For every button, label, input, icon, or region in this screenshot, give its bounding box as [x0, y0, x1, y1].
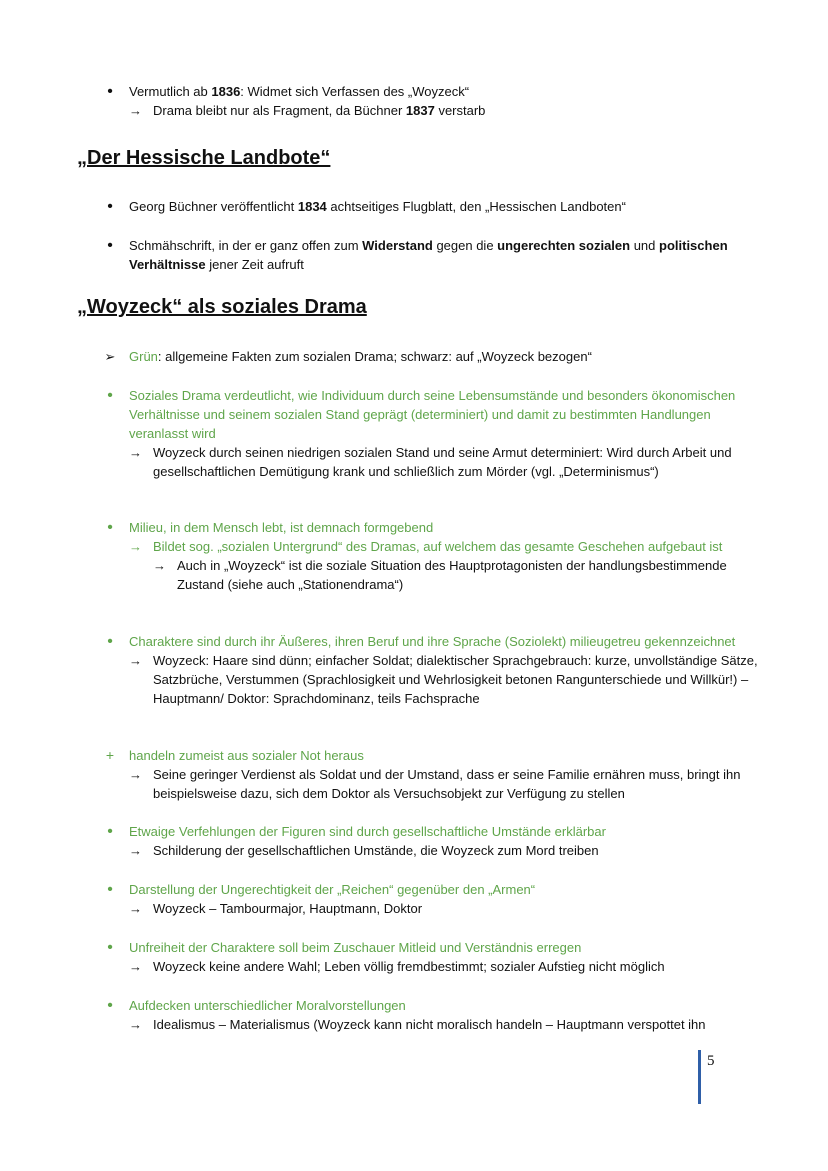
bullet-icon: •	[107, 881, 113, 898]
arrow-icon: →	[129, 103, 142, 118]
sub-item: → Woyzeck durch seinen niedrigen sozialen Stand und seine Armut determiniert: Wird durch Arbeit und gesellschaftlichen Demütigung krank und schließlich zum Mörder (vgl. „Determinismus“)	[129, 445, 732, 479]
list-item: • Charaktere sind durch ihr Äußeres, ihren Beruf und ihre Sprache (Soziolekt) milieugetreu gekennzeichnet → Woyzeck: Haare sind dünn; einfacher Soldat; dialektischer Sprachgebrauch: kurze, unvollständige Sätze, Satzbrüche, Verstummen (Sprachlosigkeit und Wehrlosigkeit betonen Rangunterschiede und Willkür!) – Hauptmann/ Doktor: Sprachdominanz, teils Fachsprache	[0, 632, 828, 708]
section-heading: „Woyzeck“ als soziales Drama	[77, 296, 367, 318]
page-number-bar	[698, 1050, 701, 1104]
bullet-icon: •	[107, 387, 113, 404]
section-heading: „Der Hessische Landbote“	[77, 147, 331, 169]
page-number: 5	[707, 1053, 715, 1069]
bullet-icon: •	[107, 939, 113, 956]
list-item: • Unfreiheit der Charaktere soll beim Zuschauer Mitleid und Verständnis erregen → Woyzeck keine andere Wahl; Leben völlig fremdbestimmt; sozialer Aufstieg nicht möglich	[0, 938, 828, 976]
landbote-item-1: • Georg Büchner veröffentlicht 1834 achtseitiges Flugblatt, den „Hessischen Landboten“	[0, 197, 828, 216]
arrow-marker-icon: ➢	[104, 349, 116, 364]
arrow-icon: →	[129, 445, 142, 460]
legend-line: ➢ Grün: allgemeine Fakten zum sozialen Drama; schwarz: auf „Woyzeck bezogen“	[104, 349, 592, 364]
sub-item: → Drama bleibt nur als Fragment, da Büchner 1837 verstarb	[129, 103, 486, 118]
arrow-icon: →	[129, 901, 142, 916]
sub-item: → Seine geringer Verdienst als Soldat und der Umstand, dass er seine Familie ernähren muss, bringt ihn beispielsweise dazu, sich dem Doktor als Versuchsobjekt zur Verfügung zu stellen	[129, 767, 741, 801]
bullet-icon: •	[107, 198, 113, 215]
list-item: • Milieu, in dem Mensch lebt, ist demnach formgebend → Bildet sog. „sozialen Untergrund“ des Dramas, auf welchem das gesamte Geschehen aufgebaut ist → Auch in „Woyzeck“ ist die soziale Situation des Hauptprotagonisten der handlungsbestimmende Zustand (siehe auch „Stationendrama“)	[0, 518, 828, 594]
arrow-icon: →	[153, 558, 166, 573]
list-item: • Aufdecken unterschiedlicher Moralvorstellungen → Idealismus – Materialismus (Woyzeck kann nicht moralisch handeln – Hauptmann verspottet ihn	[0, 996, 828, 1034]
sub-item: → Woyzeck: Haare sind dünn; einfacher Soldat; dialektischer Sprachgebrauch: kurze, unvollständige Sätze, Satzbrüche, Verstummen (Sprachlosigkeit und Wehrlosigkeit betonen Rangunterschiede und Willkür!) – Hauptmann/ Doktor: Sprachdominanz, teils Fachsprache	[129, 653, 758, 706]
intro-block	[0, 82, 828, 120]
arrow-icon: →	[129, 539, 142, 554]
bullet-icon: •	[107, 633, 113, 650]
list-item: • Darstellung der Ungerechtigkeit der „Reichen“ gegenüber den „Armen“ → Woyzeck – Tambourmajor, Hauptmann, Doktor	[0, 880, 828, 918]
sub-sub-item: → Auch in „Woyzeck“ ist die soziale Situation des Hauptprotagonisten der handlungsbestimmende Zustand (siehe auch „Stationendrama“)	[153, 558, 727, 592]
arrow-icon: →	[129, 767, 142, 782]
list-item: + handeln zumeist aus sozialer Not heraus → Seine geringer Verdienst als Soldat und der Umstand, dass er seine Familie ernähren muss, bringt ihn beispielsweise dazu, sich dem Doktor als Versuchsobjekt zur Verfügung zu stellen	[0, 746, 828, 803]
bullet-icon: •	[107, 997, 113, 1014]
landbote-item-2: • Schmähschrift, in der er ganz offen zum Widerstand gegen die ungerechten sozialen und politischen Verhältnisse jener Zeit aufruft	[0, 236, 828, 274]
bullet-icon: •	[107, 519, 113, 536]
arrow-icon: →	[129, 843, 142, 858]
bullet-icon: •	[107, 83, 113, 100]
bullet-icon: •	[107, 237, 113, 254]
sub-item: → Bildet sog. „sozialen Untergrund“ des Dramas, auf welchem das gesamte Geschehen aufgebaut ist	[129, 539, 723, 554]
sub-item: → Schilderung der gesellschaftlichen Umstände, die Woyzeck zum Mord treiben	[129, 843, 599, 858]
arrow-icon: →	[129, 959, 142, 974]
plus-icon: +	[105, 747, 115, 763]
bullet-icon: •	[107, 823, 113, 840]
arrow-icon: →	[129, 653, 142, 668]
arrow-icon: →	[129, 1017, 142, 1032]
list-item: • Etwaige Verfehlungen der Figuren sind durch gesellschaftliche Umstände erklärbar → Schilderung der gesellschaftlichen Umstände, die Woyzeck zum Mord treiben	[0, 822, 828, 860]
sub-item: → Idealismus – Materialismus (Woyzeck kann nicht moralisch handeln – Hauptmann verspottet ihn	[129, 1017, 706, 1032]
list-item: • Soziales Drama verdeutlicht, wie Individuum durch seine Lebensumstände und besonders ökonomischen Verhältnisse und seinem sozialen Stand geprägt (determiniert) und damit zu bestimmten Handlungen veranlasst wird → Woyzeck durch seinen niedrigen sozialen Stand und seine Armut determiniert: Wird durch Arbeit und gesellschaftlichen Demütigung krank und schließlich zum Mörder (vgl. „Determinismus“)	[0, 386, 828, 481]
sub-item: → Woyzeck keine andere Wahl; Leben völlig fremdbestimmt; sozialer Aufstieg nicht möglich	[129, 959, 665, 974]
sub-item: → Woyzeck – Tambourmajor, Hauptmann, Doktor	[129, 901, 423, 916]
list-item: • Vermutlich ab 1836: Widmet sich Verfassen des „Woyzeck“	[0, 82, 828, 101]
